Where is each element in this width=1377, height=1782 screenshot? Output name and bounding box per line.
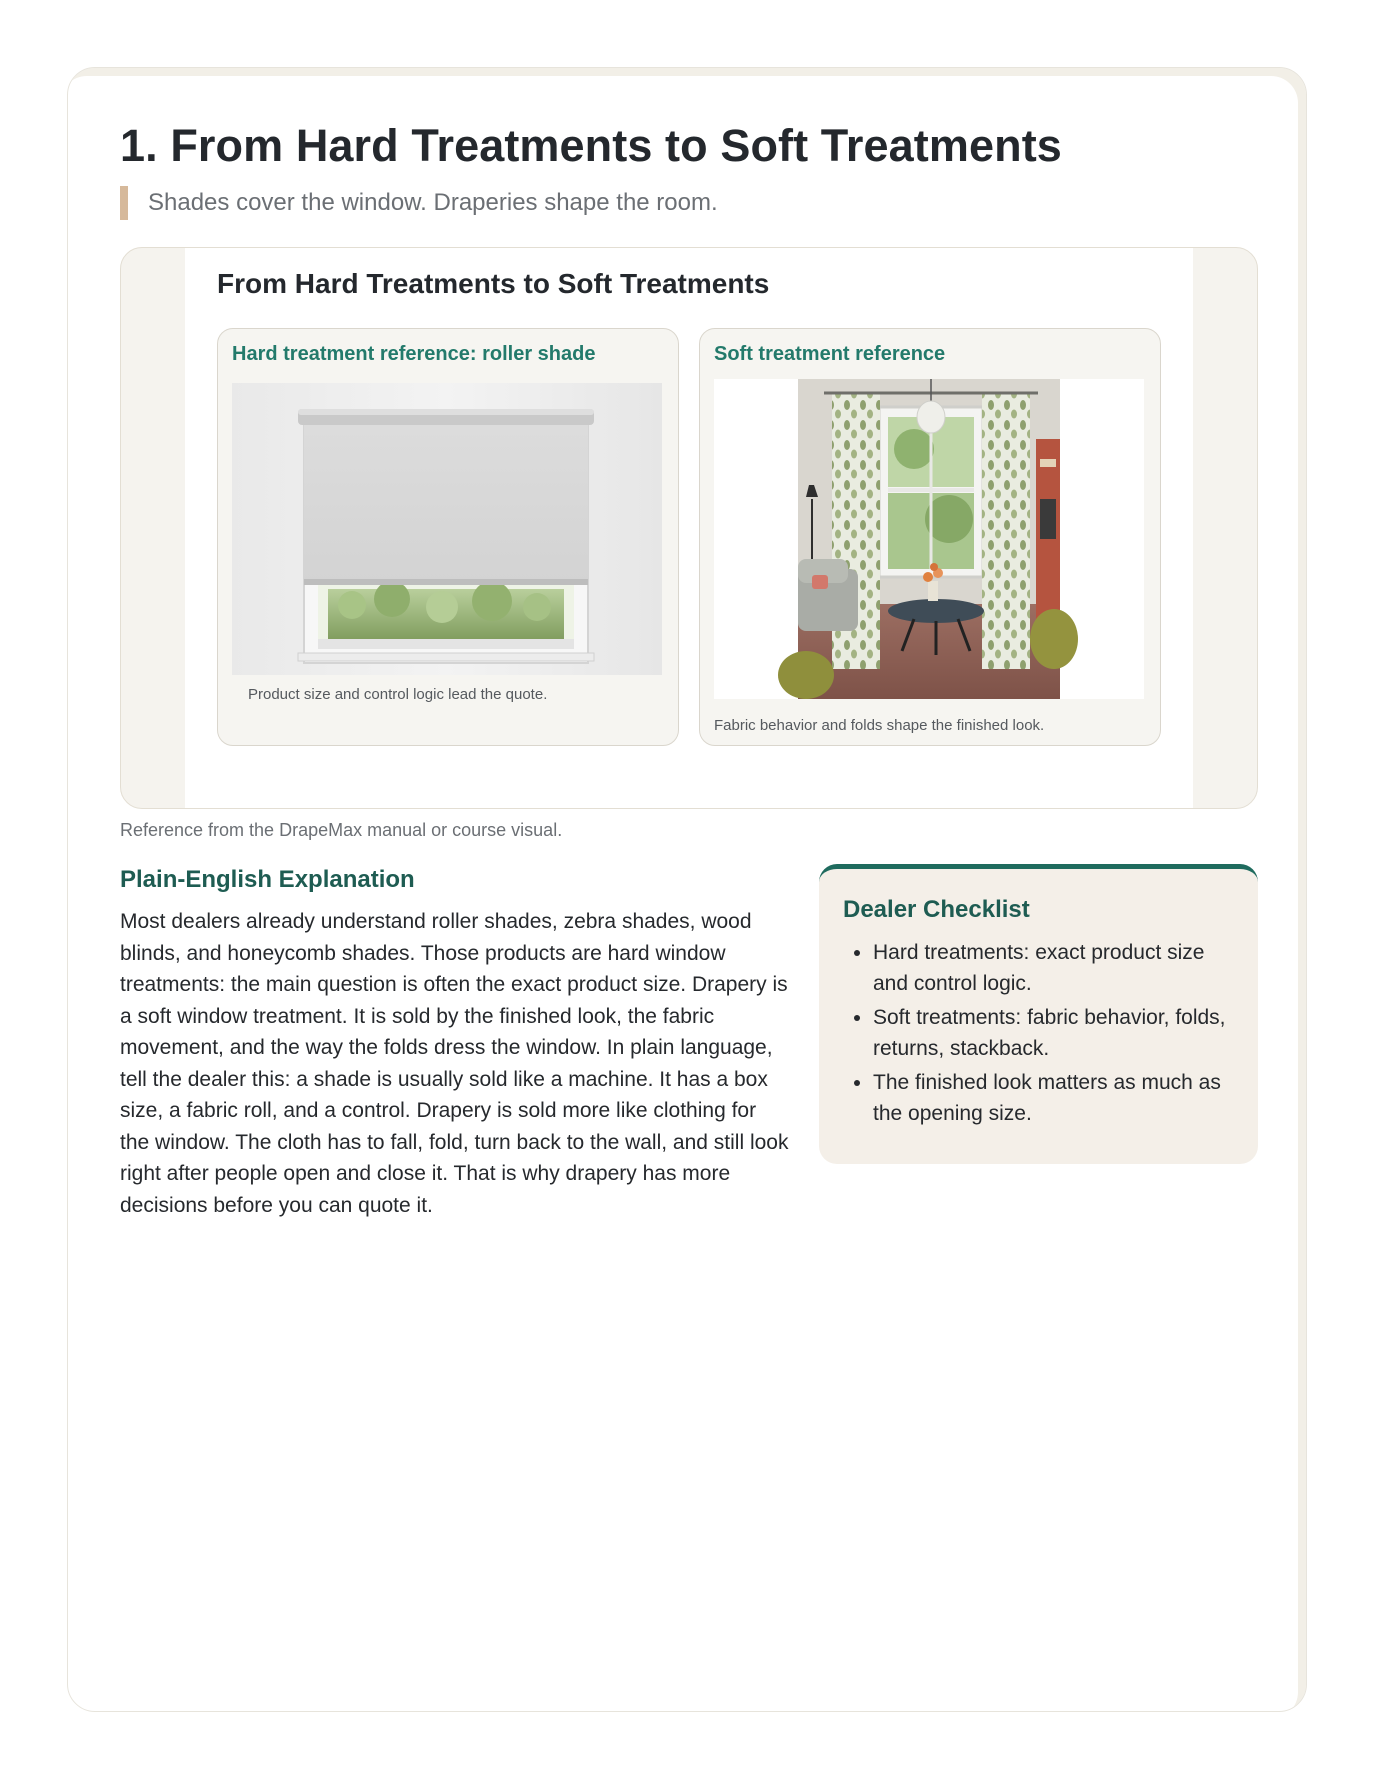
- page-content: [120, 118, 1258, 1224]
- checklist-item: • Hard treatments: exact product size and control logic.: [873, 937, 1234, 999]
- dealer-checklist: [819, 864, 1258, 1164]
- checklist-list: [843, 937, 1234, 1129]
- hard-treatment-card-title: Hard treatment reference: roller shade: [232, 343, 596, 365]
- hard-treatment-caption: Product size and control logic lead the quote.: [248, 686, 548, 703]
- content-columns: [120, 864, 1258, 1224]
- soft-treatment-card-title: Soft treatment reference: [714, 343, 946, 365]
- soft-treatment-caption: Fabric behavior and folds shape the finished look.: [714, 717, 1045, 734]
- explanation-section: [120, 864, 790, 1221]
- hard-treatment-card: [217, 328, 679, 746]
- checklist-heading: Dealer Checklist: [843, 896, 1030, 923]
- explanation-heading: Plain-English Explanation: [120, 866, 415, 893]
- reference-figure: [120, 247, 1258, 809]
- checklist-item: • Soft treatments: fabric behavior, folds, returns, stackback.: [873, 1002, 1234, 1064]
- checklist-item: • The finished look matters as much as the opening size.: [873, 1067, 1234, 1129]
- figure-caption: Reference from the DrapeMax manual or course visual.: [120, 820, 563, 840]
- page-subtitle: Shades cover the window. Draperies shape the room.: [120, 186, 1258, 220]
- page-card: [67, 67, 1307, 1712]
- explanation-body: Most dealers already understand roller shades, zebra shades, wood blinds, and honeycomb shades. Those products are hard window treatments: the main question is often the exact product size. Drapery is a soft window treatment. It is sold by the finished look, the fabric movement, and the way the folds dress the window. In plain language, tell the dealer this: a shade is usually sold like a machine. It has a box size, a fabric roll, and a control. Drapery is sold more like clothing for the window. The cloth has to fall, fold, turn back to the wall, and still look right after people open and close it. That is why drapery has more decisions before you can quote it.: [120, 910, 789, 1217]
- drapery-living-room-photo-icon: [714, 379, 1144, 699]
- page-title: 1. From Hard Treatments to Soft Treatments: [120, 120, 1062, 171]
- roller-shade-photo-icon: [232, 383, 662, 675]
- soft-treatment-card: [699, 328, 1161, 746]
- figure-canvas: [185, 248, 1193, 809]
- figure-heading: From Hard Treatments to Soft Treatments: [217, 268, 770, 299]
